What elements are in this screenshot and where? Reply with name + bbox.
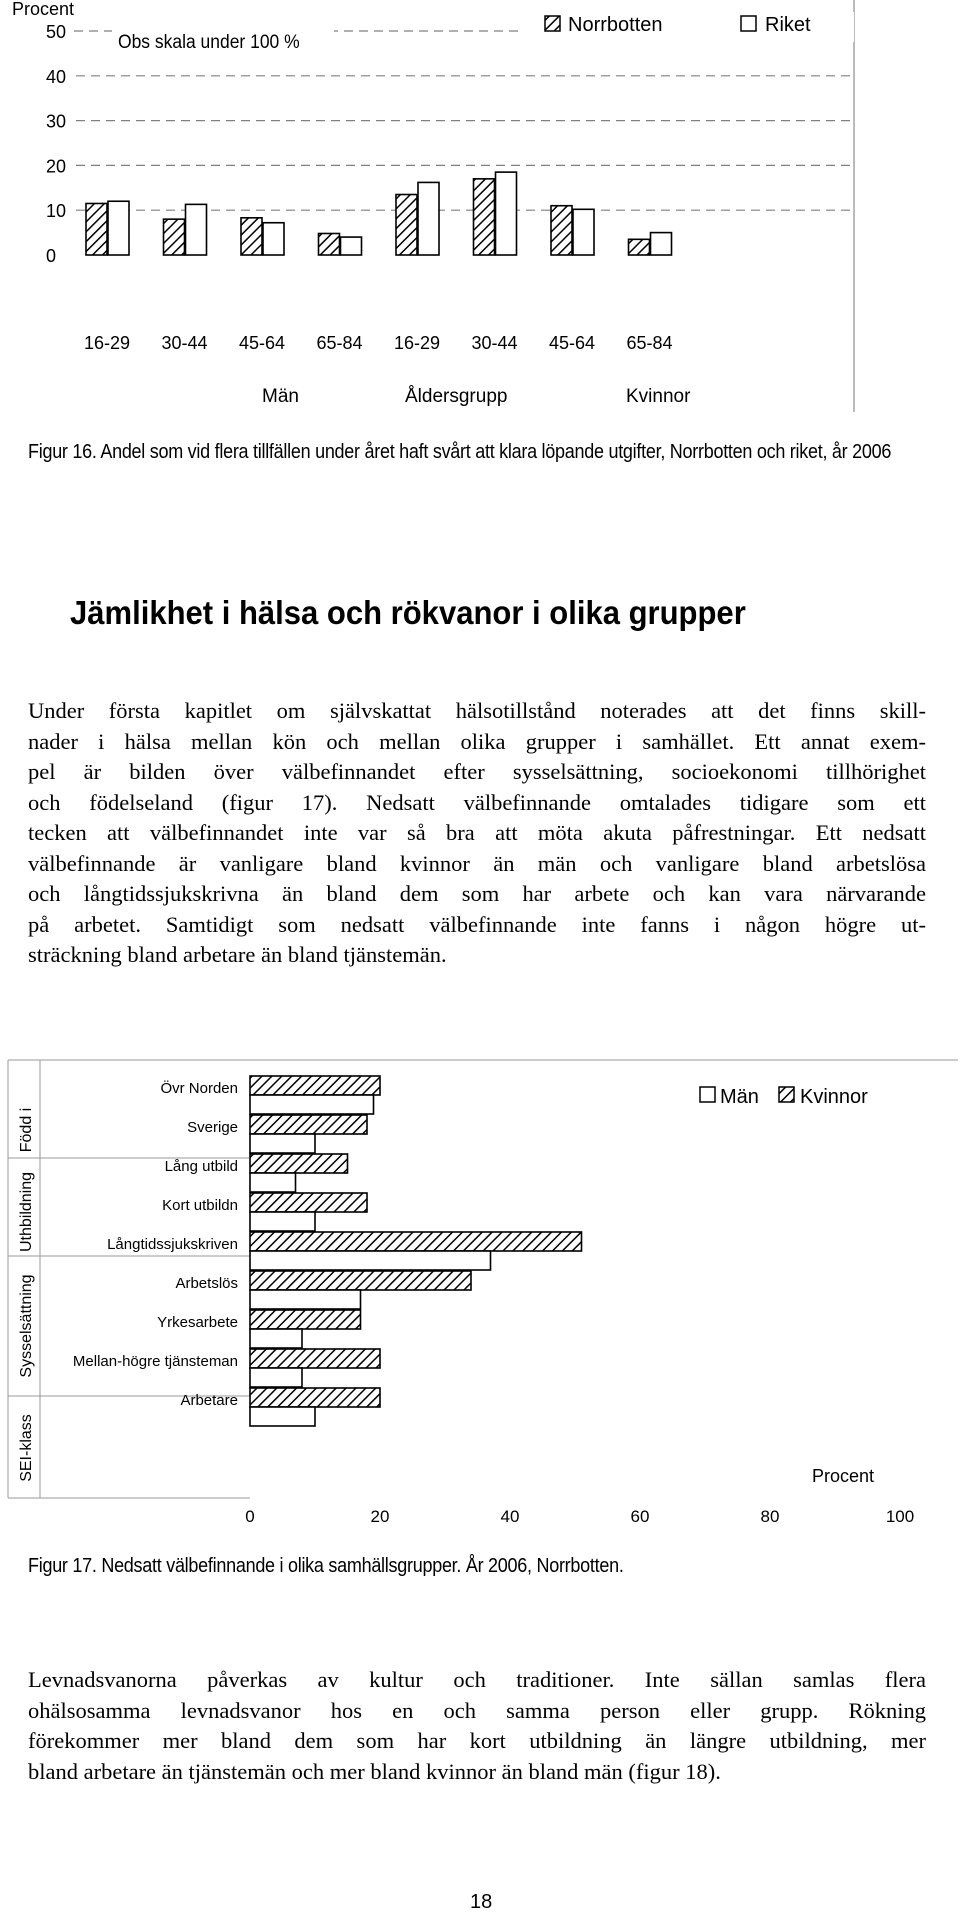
legend-swatch-kvinnor <box>779 1087 794 1102</box>
figure-17-chart <box>0 1050 960 1550</box>
bar-kvinnor <box>250 1388 380 1407</box>
category-label: Arbetare <box>180 1392 238 1409</box>
category-label: Sverige <box>187 1119 238 1136</box>
page-number: 18 <box>470 1891 493 1913</box>
group-label-man: Män <box>262 386 299 407</box>
bar-kvinnor <box>250 1154 348 1173</box>
section-heading: Jämlikhet i hälsa och rökvanor i olika grupper <box>70 594 746 631</box>
figure-16-caption-text: Figur 16. Andel som vid flera tillfällen under året haft svårt att klara löpande utgifter, Norrbotten och riket, år 2006 <box>28 441 892 463</box>
figure-17-caption <box>28 1555 624 1578</box>
bar-kvinnor <box>250 1349 380 1368</box>
x-tick-label: 16-29 <box>83 333 131 353</box>
y-axis-label: Procent <box>12 0 75 19</box>
bar-riket <box>496 172 517 255</box>
bar-man <box>250 1329 302 1348</box>
bar-norrbotten <box>86 203 107 255</box>
bar-kvinnor <box>250 1076 380 1095</box>
x-tick-labels <box>245 1507 914 1526</box>
bar-norrbotten <box>319 233 340 255</box>
group-label-sei-klass: SEI-klass <box>18 1414 35 1482</box>
group-label-kvinnor: Kvinnor <box>626 386 691 407</box>
paragraph-1-line: på arbetet. Samtidigt som nedsatt välbefinnande inte fanns i någon högre ut- <box>28 911 926 937</box>
bar-norrbotten <box>474 179 495 255</box>
bar-riket <box>263 223 284 255</box>
paragraph-2-line: bland arbetare än tjänstemän och mer bland kvinnor än bland män (figur 18). <box>28 1758 721 1784</box>
category-label: Arbetslös <box>175 1275 238 1292</box>
legend <box>700 1086 868 1108</box>
legend-label-man: Män <box>720 1086 759 1108</box>
category-label: Yrkesarbete <box>157 1314 238 1331</box>
bar-man <box>250 1095 374 1114</box>
x-tick-label: 65-84 <box>626 333 673 353</box>
bar-kvinnor <box>250 1232 582 1251</box>
y-tick-label: 40 <box>46 66 67 87</box>
category-label: Övr Norden <box>160 1080 238 1097</box>
category-labels <box>73 1079 238 1409</box>
x-tick-label: 0 <box>245 1507 255 1526</box>
bar-kvinnor <box>250 1193 367 1212</box>
bar-norrbotten <box>396 195 417 255</box>
group-label-utbildning: Uthbildning <box>18 1171 35 1253</box>
figure-16-chart <box>0 0 960 420</box>
figure-17-caption-text: Figur 17. Nedsatt välbefinnande i olika samhällsgrupper. År 2006, Norrbotten. <box>28 1555 624 1577</box>
paragraph-2 <box>28 1665 926 1787</box>
bar-man <box>250 1173 296 1192</box>
bar-kvinnor <box>250 1115 367 1134</box>
bar-kvinnor <box>250 1271 471 1290</box>
paragraph-2-line: Levnadsvanorna påverkas av kultur och traditioner. Inte sällan samlas flera <box>28 1667 926 1692</box>
bar-man <box>250 1212 315 1231</box>
bar-riket <box>341 237 362 255</box>
legend-label-kvinnor: Kvinnor <box>800 1086 868 1108</box>
group-label-sysselsattning: Sysselsättning <box>18 1274 35 1378</box>
paragraph-1-line: tecken att välbefinnandet inte var så bra att möta akuta påfrestningar. Ett nedsatt <box>28 820 926 845</box>
paragraph-2-line: förekommer mer bland dem som har kort utbildning än längre utbildning, mer <box>28 1728 926 1753</box>
legend-label-norrbotten: Norrbotten <box>568 14 663 36</box>
y-tick-label: 0 <box>46 246 57 266</box>
bar-man <box>250 1251 491 1270</box>
x-tick-label: 16-29 <box>393 333 441 353</box>
bar-riket <box>418 182 439 255</box>
paragraph-1-line: sträckning bland arbetare än bland tjänstemän. <box>28 942 447 967</box>
category-label: Kort utbildn <box>162 1197 238 1214</box>
paragraph-1-line: välbefinnande är vanligare bland kvinnor än män och vanligare bland arbetslösa <box>28 850 926 876</box>
y-tick-label: 30 <box>46 111 67 132</box>
group-label-fodd-i: Född i <box>18 1107 35 1153</box>
x-tick-label: 30-44 <box>471 333 518 353</box>
x-tick-label: 30-44 <box>161 333 208 353</box>
paragraph-2-line: ohälsosamma levnadsvanor hos en och samma person eller grupp. Rökning <box>28 1697 926 1723</box>
x-tick-label: 60 <box>630 1507 650 1526</box>
x-tick-label: 20 <box>370 1507 390 1526</box>
bar-man <box>250 1134 315 1153</box>
x-tick-label: 65-84 <box>316 333 363 353</box>
legend-swatch-norrbotten <box>545 16 560 31</box>
x-tick-label: 45-64 <box>238 333 286 353</box>
bars <box>86 172 672 255</box>
bar-riket <box>108 201 129 255</box>
y-tick-label: 10 <box>46 201 67 222</box>
y-tick-label: 20 <box>46 156 67 177</box>
x-axis-label: Procent <box>812 1466 875 1486</box>
paragraph-1-line: pel är bilden över välbefinnandet efter sysselsättning, socioekonomi tillhörighet <box>28 759 926 784</box>
legend-label-riket: Riket <box>765 14 811 36</box>
legend-swatch-man <box>700 1087 715 1102</box>
group-label-aldersgrupp: Åldersgrupp <box>405 386 508 407</box>
bar-norrbotten <box>629 239 650 255</box>
figure-16-caption <box>28 438 928 466</box>
paragraph-1 <box>28 696 926 971</box>
bar-norrbotten <box>551 206 572 255</box>
scale-note: Obs skala under 100 % <box>118 30 300 53</box>
bar-man <box>250 1407 315 1426</box>
paragraph-1-line: och långtidssjukskrivna än bland dem som har arbete och kan vara närvarande <box>28 881 926 906</box>
bar-man <box>250 1290 361 1309</box>
bar-riket <box>573 209 594 255</box>
x-tick-label: 45-64 <box>548 333 596 353</box>
bar-norrbotten <box>241 218 262 255</box>
x-tick-labels <box>84 333 673 353</box>
paragraph-1-line: och födelseland (figur 17). Nedsatt välbefinnande omtalades tidigare som ett <box>28 789 926 815</box>
bar-norrbotten <box>164 219 185 255</box>
category-label: Långtidssjukskriven <box>107 1236 238 1253</box>
bars <box>250 1076 582 1426</box>
bar-riket <box>651 233 672 255</box>
category-label: Lång utbild <box>164 1158 238 1175</box>
legend-swatch-riket <box>741 16 756 31</box>
bar-kvinnor <box>250 1310 361 1329</box>
y-tick-labels <box>46 22 66 266</box>
paragraph-1-line: nader i hälsa mellan kön och mellan olika grupper i samhället. Ett annat exem- <box>28 728 926 754</box>
paragraph-1-line: Under första kapitlet om självskattat hälsotillstånd noterades att det finns skill- <box>28 698 926 723</box>
x-tick-label: 40 <box>500 1507 520 1526</box>
y-tick-label: 50 <box>46 22 67 42</box>
x-tick-label: 100 <box>885 1507 915 1526</box>
bar-man <box>250 1368 302 1387</box>
category-label: Mellan-högre tjänsteman <box>72 1353 238 1370</box>
bar-riket <box>186 204 207 255</box>
x-tick-label: 80 <box>760 1507 780 1526</box>
